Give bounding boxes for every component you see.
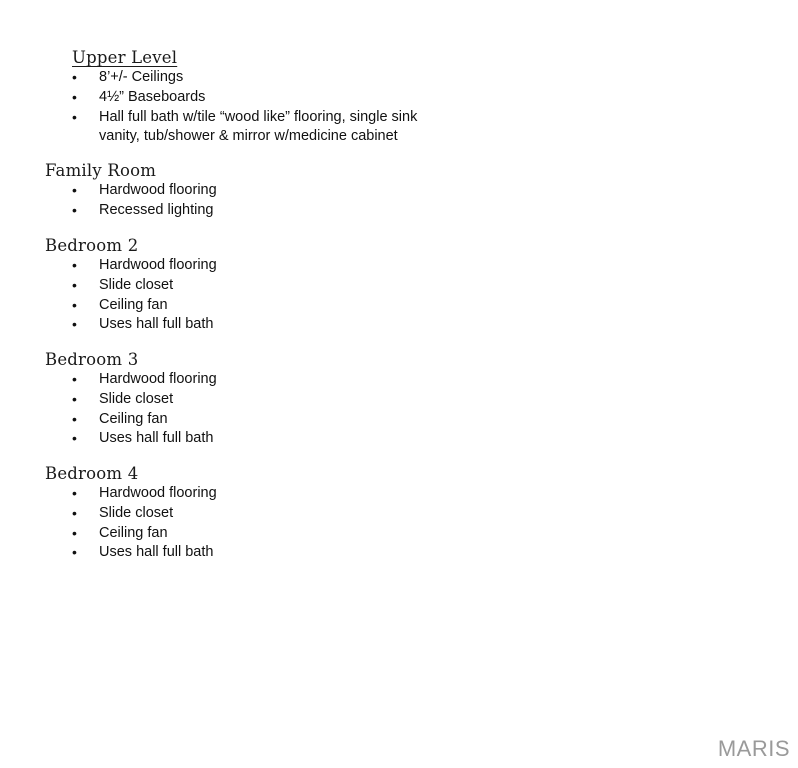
family-room-list bbox=[0, 181, 798, 221]
bullet-icon: • bbox=[72, 182, 77, 198]
bullet-icon: • bbox=[72, 524, 77, 541]
bullet-icon: • bbox=[72, 296, 77, 313]
bedroom-2-list bbox=[0, 256, 798, 335]
list-item: • 8’+/- Ceilings bbox=[0, 68, 798, 88]
list-item: • Hardwood flooring bbox=[0, 256, 798, 276]
bedroom-3-list bbox=[0, 370, 798, 449]
bullet-icon: • bbox=[72, 69, 77, 85]
list-item: • Slide closet bbox=[0, 276, 798, 296]
section-heading-upper-level: Upper Level bbox=[72, 48, 178, 67]
list-item: • Slide closet bbox=[0, 504, 798, 524]
bullet-icon: • bbox=[72, 201, 77, 218]
list-item: • Hardwood flooring bbox=[0, 370, 798, 390]
list-item: • 4½” Baseboards bbox=[0, 88, 798, 108]
bullet-icon: • bbox=[72, 257, 77, 273]
list-item: • Uses hall full bath bbox=[0, 429, 798, 449]
bullet-icon: • bbox=[72, 316, 77, 333]
list-item: • Hardwood flooring bbox=[0, 484, 798, 504]
list-item: • Hall full bath w/tile “wood like” flooring, single sink vanity, tub/shower & mirror w/medicine cabinet bbox=[72, 108, 418, 145]
list-item: • Hardwood flooring bbox=[0, 181, 798, 201]
bullet-icon: • bbox=[72, 108, 77, 125]
bullet-icon: • bbox=[72, 88, 77, 105]
bullet-icon: • bbox=[72, 371, 77, 387]
bullet-icon: • bbox=[72, 390, 77, 407]
section-heading-bedroom-4: Bedroom 4 bbox=[45, 464, 139, 483]
list-item: • Ceiling fan bbox=[0, 410, 798, 430]
list-item: • Uses hall full bath bbox=[0, 315, 798, 335]
list-item: • Ceiling fan bbox=[0, 524, 798, 544]
upper-level-list bbox=[0, 68, 798, 147]
bullet-icon: • bbox=[72, 410, 77, 427]
maris-watermark: MARIS bbox=[717, 736, 790, 761]
bullet-icon: • bbox=[72, 504, 77, 521]
list-item: • Uses hall full bath bbox=[0, 543, 798, 563]
bullet-icon: • bbox=[72, 276, 77, 293]
section-heading-family-room: Family Room bbox=[45, 161, 157, 180]
bullet-icon: • bbox=[72, 544, 77, 561]
section-heading-bedroom-3: Bedroom 3 bbox=[45, 350, 139, 369]
bedroom-4-list bbox=[0, 484, 798, 563]
list-item: • Recessed lighting bbox=[0, 201, 798, 221]
bullet-icon: • bbox=[72, 430, 77, 447]
bullet-icon: • bbox=[72, 485, 77, 501]
section-heading-bedroom-2: Bedroom 2 bbox=[45, 236, 139, 255]
list-item: • Ceiling fan bbox=[0, 296, 798, 316]
list-item: • Slide closet bbox=[0, 390, 798, 410]
